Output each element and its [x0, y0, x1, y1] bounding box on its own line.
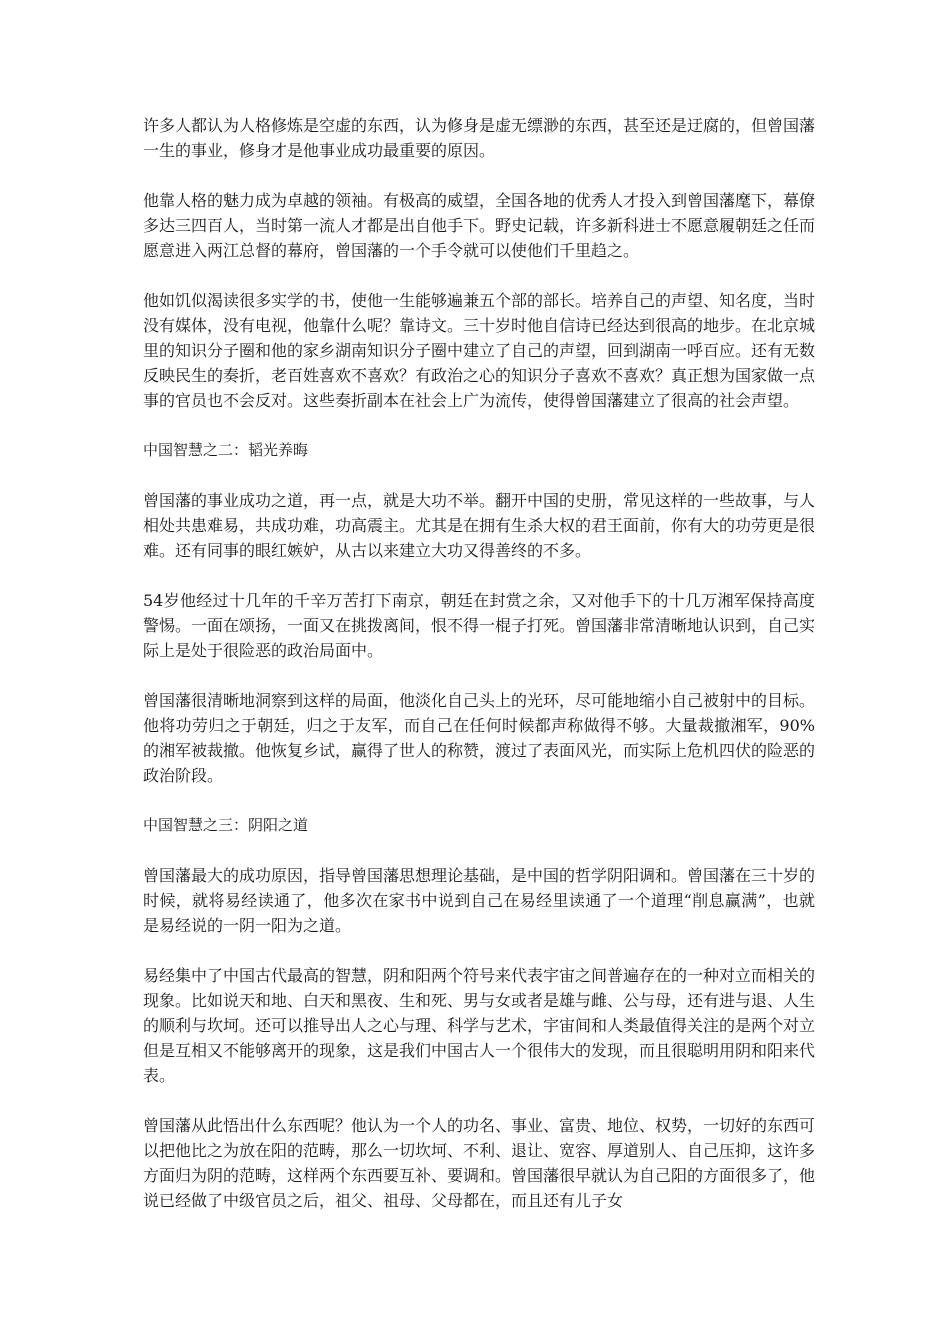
- paragraph-7: 曾国藩最大的成功原因，指导曾国藩思想理论基础，是中国的哲学阴阳调和。曾国藩在三十岁的时候，就将易经读通了，他多次在家书中说到自己在易经里读通了一个道理“削息赢满”，也就是易经说的一阴一阳为之道。: [143, 866, 816, 935]
- section-heading-3: 中国智慧之三：阴阳之道: [143, 816, 309, 834]
- paragraph-6: 曾国藩很清晰地洞察到这样的局面，他淡化自己头上的光环，尽可能地缩小自己被射中的目标。他将功劳归之于朝廷，归之于友军，而自己在任何时候都声称做得不够。大量裁撤湘军，90%的湘军被裁撤。他恢复乡试，赢得了世人的称赞，渡过了表面风光，而实际上危机四伏的险恶的政治阶段。: [143, 691, 816, 785]
- paragraph-3: 他如饥似渴读很多实学的书，使他一生能够遍兼五个部的部长。培养自己的声望、知名度，当时没有媒体，没有电视，他靠什么呢？靠诗文。三十岁时他自信诗已经达到很高的地步。在北京城里的知识分子圈和他的家乡湖南知识分子圈中建立了自己的声望，回到湖南一呼百应。还有无数反映民生的奏折，老百姓喜欢不喜欢？有政治之心的知识分子喜欢不喜欢？真正想为国家做一点事的官员也不会反对。这些奏折副本在社会上广为流传，使得曾国藩建立了很高的社会声望。: [143, 291, 816, 410]
- section-heading-2: 中国智慧之二：韬光养晦: [143, 441, 309, 459]
- document-body: [143, 113, 815, 1213]
- paragraph-1: 许多人都认为人格修炼是空虚的东西，认为修身是虚无缥渺的东西，甚至还是迂腐的，但曾国藩一生的事业，修身才是他事业成功最重要的原因。: [143, 116, 816, 160]
- paragraph-2: 他靠人格的魅力成为卓越的领袖。有极高的威望，全国各地的优秀人才投入到曾国藩麾下，幕僚多达三四百人，当时第一流人才都是出自他手下。野史记载，许多新科进士不愿意履朝廷之任而愿意进入两江总督的幕府，曾国藩的一个手令就可以使他们千里趋之。: [143, 191, 816, 260]
- paragraph-5: 54岁他经过十几年的千辛万苦打下南京，朝廷在封赏之余，又对他手下的十几万湘军保持高度警惕。一面在颂扬，一面又在挑拨离间，恨不得一棍子打死。曾国藩非常清晰地认识到，自己实际上是处于很险恶的政治局面中。: [143, 591, 816, 660]
- paragraph-8: 易经集中了中国古代最高的智慧，阴和阳两个符号来代表宇宙之间普遍存在的一种对立而相关的现象。比如说天和地、白天和黑夜、生和死、男与女或者是雄与雌、公与母，还有进与退、人生的顺利与坎坷。还可以推导出人之心与理、科学与艺术，宇宙间和人类最值得关注的是两个对立但是互相又不能够离开的现象，这是我们中国古人一个很伟大的发现，而且很聪明用阴和阳来代表。: [143, 966, 816, 1085]
- paragraph-4: 曾国藩的事业成功之道，再一点，就是大功不举。翻开中国的史册，常见这样的一些故事，与人相处共患难易，共成功难，功高震主。尤其是在拥有生杀大权的君王面前，你有大的功劳更是很难。还有同事的眼红嫉妒，从古以来建立大功又得善终的不多。: [143, 491, 816, 560]
- paragraph-9: 曾国藩从此悟出什么东西呢？他认为一个人的功名、事业、富贵、地位、权势，一切好的东西可以把他比之为放在阳的范畴，那么一切坎坷、不利、退让、宽容、厚道别人、自己压抑，这许多方面归为阴的范畴，这样两个东西要互补、要调和。曾国藩很早就认为自己阳的方面很多了，他说已经做了中级官员之后，祖父、祖母、父母都在，而且还有儿子女: [143, 1116, 816, 1210]
